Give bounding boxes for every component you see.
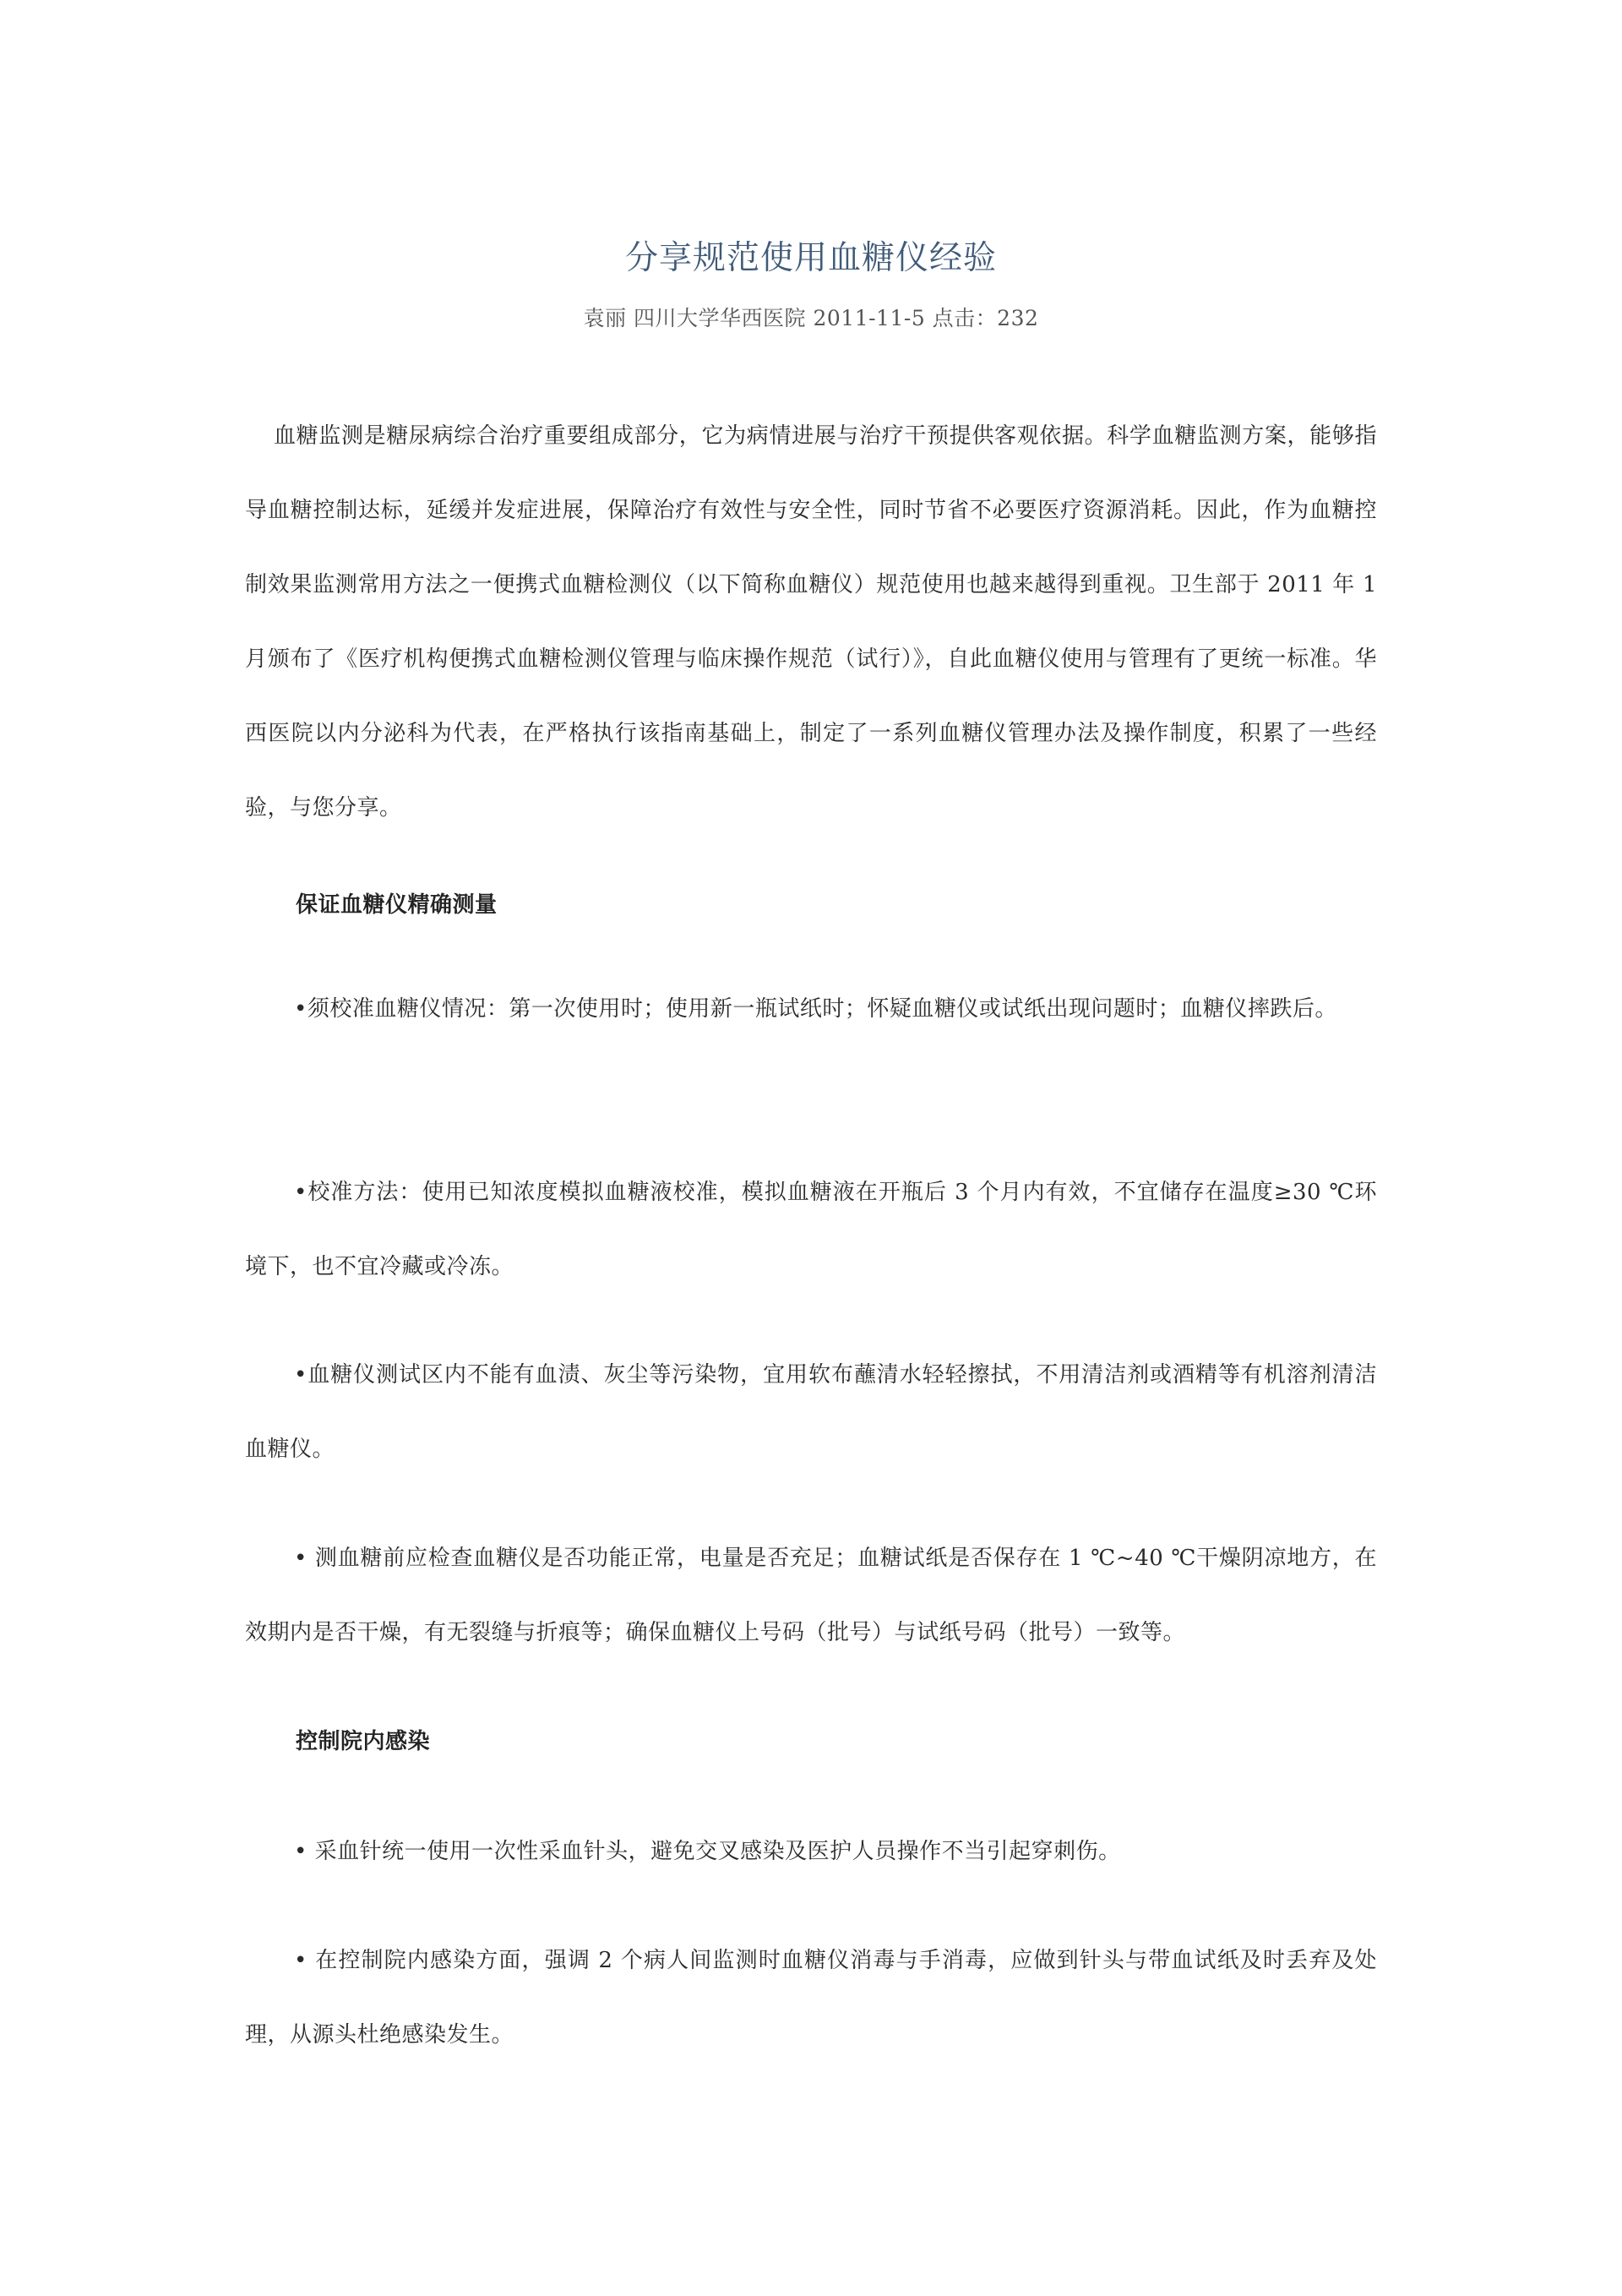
bullet-cleaning: •血糖仪测试区内不能有血渍、灰尘等污染物，宜用软布蘸清水轻轻擦拭，不用清洁剂或酒精等有机溶剂清洁血糖仪。: [245, 1362, 1377, 1462]
bullet-lancet: • 采血针统一使用一次性采血针头，避免交叉感染及医护人员操作不当引起穿刺伤。: [294, 1839, 1121, 1864]
article-meta: 袁丽 四川大学华西医院 2011-11-5 点击：232: [583, 306, 1039, 330]
article-title: 分享规范使用血糖仪经验: [624, 239, 997, 278]
section-heading-accuracy: 保证血糖仪精确测量: [296, 892, 498, 918]
bullet-pre-check: • 测血糖前应检查血糖仪是否功能正常，电量是否充足；血糖试纸是否保存在 1 ℃~40 ℃干燥阴凉地方，在效期内是否干燥，有无裂缝与折痕等；确保血糖仪上号码（批号）与试纸号码（批号）一致等。: [245, 1546, 1377, 1645]
bullet-disinfection: • 在控制院内感染方面，强调 2 个病人间监测时血糖仪消毒与手消毒，应做到针头与带血试纸及时丢弃及处理，从源头杜绝感染发生。: [245, 1948, 1377, 2048]
section-heading-infection-control: 控制院内感染: [296, 1729, 431, 1754]
intro-paragraph: 血糖监测是糖尿病综合治疗重要组成部分，它为病情进展与治疗干预提供客观依据。科学血糖监测方案，能够指导血糖控制达标，延缓并发症进展，保障治疗有效性与安全性，同时节省不必要医疗资源消耗。因此，作为血糖控制效果监测常用方法之一便携式血糖检测仪（以下简称血糖仪）规范使用也越来越得到重视。卫生部于 2011 年 1 月颁布了《医疗机构便携式血糖检测仪管理与临床操作规范（试行）》，自此血糖仪使用与管理有了更统一标准。华西医院以内分泌科为代表，在严格执行该指南基础上，制定了一系列血糖仪管理办法及操作制度，积累了一些经验，与您分享。: [245, 423, 1377, 821]
bullet-calibration-cases: •须校准血糖仪情况：第一次使用时；使用新一瓶试纸时；怀疑血糖仪或试纸出现问题时；血糖仪摔跌后。: [294, 996, 1337, 1022]
bullet-calibration-method: •校准方法：使用已知浓度模拟血糖液校准，模拟血糖液在开瓶后 3 个月内有效，不宜储存在温度≥30 ℃环境下，也不宜冷藏或冷冻。: [245, 1180, 1377, 1279]
